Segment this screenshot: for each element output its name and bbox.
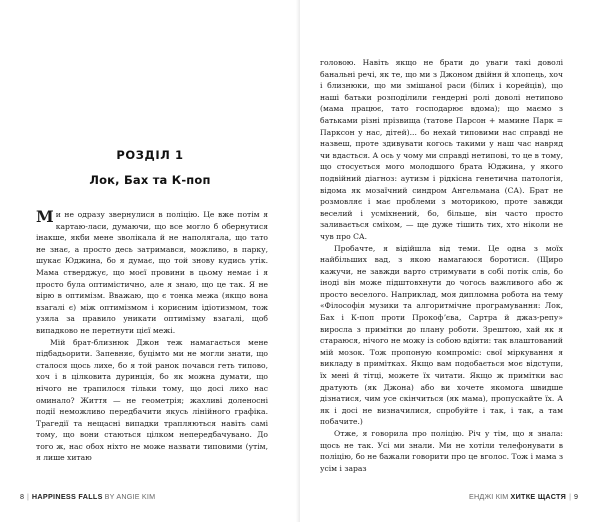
right-footer: ЕНДЖІ КІМ ХИТКЕ ЩАСТЯ | 9	[469, 492, 578, 501]
first-paragraph-text: и не одразу звернулися в поліцію. Це вже потім я картаю-ласи, думаючи, що все могло б обернутися інакше, якби мене зволікала й не наполягала, що тато не знає, а просто десь затримався, можливо, в парку, шукає Юджина, бо я думає, що той знову кудись утік. Мама стверджує, що моєї провини в цьому немає і я просто була оптимістично, але я знаю, що це так. Я не вірю в оптимізм. Вважаю, що є тонка межа (якщо вона взагалі є) між оптимізмом і корисним ідіотизмом, тож узяла за правило уникати оптимізму взагалі, щоб випадково не перетнути цієї межі.	[36, 210, 268, 335]
right-body-text	[320, 57, 563, 474]
left-body-text	[36, 209, 268, 464]
page-number: 8	[20, 492, 24, 501]
paragraph: Пробачте, я відійшла від теми. Це одна з моїх найбільших вад, з якою намагаюся боротися. (Щиро кажучи, не завжди варто стримувати в собі потік слів, бо іноді він може підштовхнути до чогось важливого або ж просто веселого. Наприклад, моя дипломна робота на тему «Філософія музики та алгоритмічне програмування: Лок, Бах і К-поп проти Прокофʼєва, Сартра й джаз-репу» виросла з примітки до плану роботи. Зрештою, хай як я стараюся, нічого не можу із собою вдіяти: так влаштований мій мозок. Тож пропоную компроміс: свої міркування я викладу в примітках. Якщо вам подобається моє відступи, їх мені й тітці, можете їх читати. Якщо ж примітки вас дратують (як Джона) або ви хочете якомога швидше дізнатися, чим усе скінчиться (як мама), пропускайте їх. А як і досі не визначилися, спробуйте і так, і так, а там побачите.)	[320, 243, 563, 427]
chapter-title: Лок, Бах та К-поп	[89, 173, 211, 187]
paragraph: Мій брат-близнюк Джон теж намагається мене підбадьорити. Запевняє, буцімто ми не могли знати, що сталося щось лихе, бо я той ранок почався геть типово, хоч і в цілковита дуринція, бо як можна думати, що нічого не трапилося тільки тому, що досі лихо нас оминало? Життя — не геометрія; жахливі доленосні події неможливо передбачити якусь лінійного графіка. Трагедії та нещасні випадки трапляються навіть самі тому, що вони стаються цілком непередбачувано. До того ж, нас обох ніхто не може назвати типовими (утім, я лише хитаю	[36, 337, 268, 463]
running-author: ЕНДЖІ КІМ	[469, 492, 509, 501]
paragraph: Отже, я говорила про поліцію. Річ у тім, що я знала: щось не так. Усі ми знали. Ми не хотіли телефонувати в поліцію, бо не бажали говорити про це вголос. Тож і мама з усім і зараз	[320, 429, 563, 473]
drop-cap: М	[36, 207, 54, 226]
left-footer: 8 | HAPPINESS FALLS BY ANGIE KIM	[20, 492, 156, 501]
running-author: BY ANGIE KIM	[104, 492, 156, 501]
chapter-number: РОЗДІЛ 1	[116, 148, 184, 162]
page-number: 9	[574, 492, 578, 501]
first-paragraph	[36, 209, 268, 337]
running-title: ХИТКЕ ЩАСТЯ	[510, 492, 567, 501]
running-title: HAPPINESS FALLS	[31, 492, 103, 501]
paragraph: головою. Навіть якщо не брати до уваги такі доволі банальні речі, як те, що ми з Джоном двійня й хлопець, хоч і близнюки, що ми змішаної раси (білих і корейців), що наші батьки розподілили гендерні ролі доволі нетипово (мама працює, тато господарює вдома); що маємо з батьками різні прізвища (татове Парсон + маминe Парк = Парксон у нас, дітей)... бо нехай типовими нас справді не назвеш, проте здивувати когось такими у наш час навряд чи вдасться. А ось у чому ми справді нетипові, то це в тому, що стосується мого молодшого брата Юджина, у якого подвійний діагноз: аутизм і рідкісна генетична патологія, відома як мозаїчний синдром Ангельмана (СА). Брат не розмовляє і має проблеми з моторикою, проте завжди веселий і усміхнений, бо, більше, він часто просто заливається сміхом, — ще дуже тішить тих, хто ніколи не чув про СА.	[320, 58, 563, 241]
